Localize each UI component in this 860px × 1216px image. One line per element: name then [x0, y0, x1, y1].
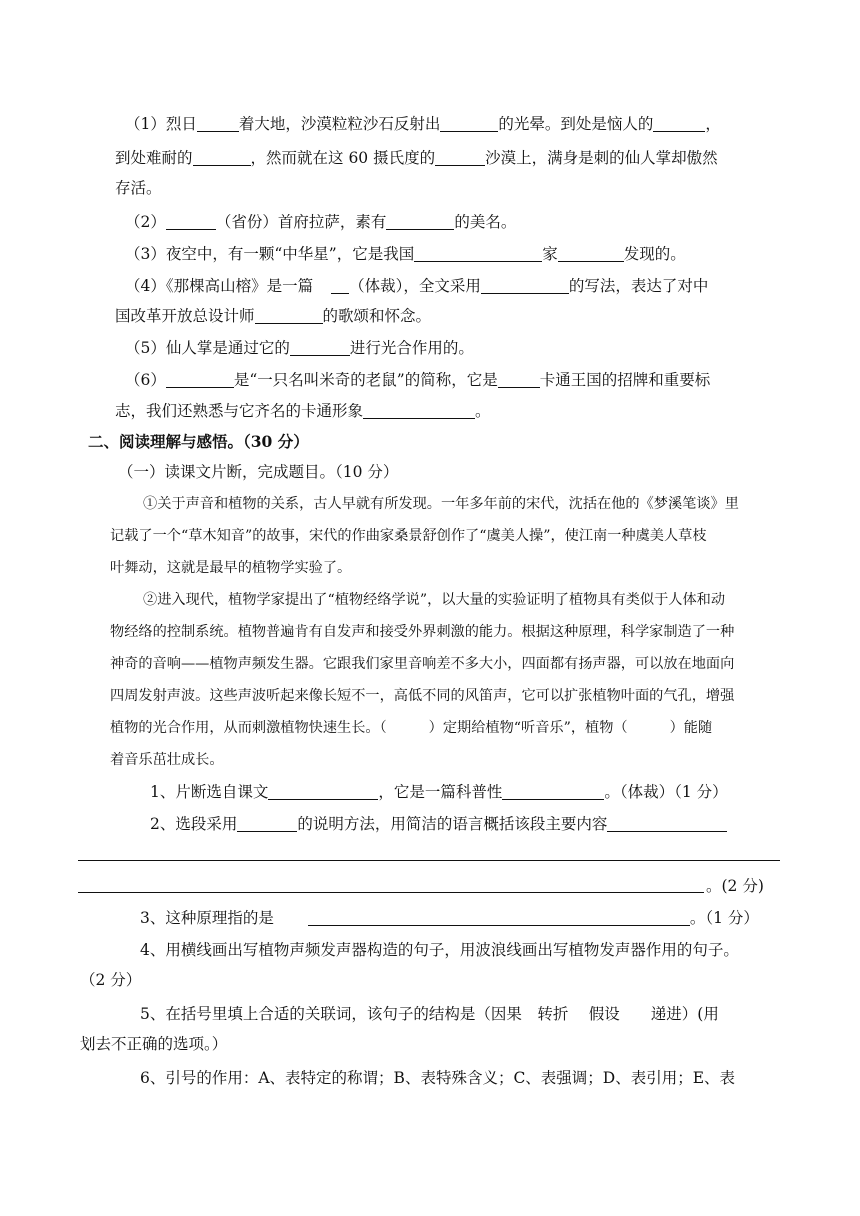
answer-line[interactable]	[78, 860, 780, 861]
answer-blank[interactable]	[237, 815, 297, 832]
answer-blank[interactable]	[193, 149, 251, 166]
reading-question-4: 4、用横线画出写植物声频发声器构造的句子，用波浪线画出写植物发声器作用的句子。	[140, 941, 739, 959]
fill-blank-question-1-line-2: 到处难耐的 ，然而就在这 60 摄氏度的 沙漠上，满身是刺的仙人掌却傲然	[115, 149, 718, 167]
fill-blank-question-4: （4）《那棵高山榕》是一篇 （体裁），全文采用 的写法，表达了对中	[125, 277, 709, 295]
answer-blank[interactable]	[268, 783, 378, 800]
passage-line: 神奇的音响——植物声频发生器。它跟我们家里音响差不多大小，四面都有扬声器，可以放在地面向	[110, 656, 735, 672]
fill-blank-question-3: （3）夜空中，有一颗“中华星”，它是我国 家 发现的。	[125, 245, 686, 263]
passage-line-with-brackets: 植物的光合作用，从而刺激植物快速生长。（ ）定期给植物“听音乐”，植物（ ）能随	[110, 720, 713, 736]
fill-blank-question-5: （5）仙人掌是通过它的 进行光合作用的。	[125, 339, 474, 357]
reading-question-5-line-2: 划去不正确的选项。）	[80, 1035, 228, 1053]
answer-blank[interactable]	[481, 277, 569, 294]
reading-question-2: 2、选段采用 的说明方法，用简洁的语言概括该段主要内容	[150, 814, 727, 834]
score-note: 。(2 分)	[706, 877, 764, 895]
fill-blank-question-1-line-3: 存活。	[115, 179, 162, 197]
passage-line: 叶舞动，这就是最早的植物学实验了。	[110, 560, 352, 576]
reading-question-4-score: （2 分）	[80, 971, 142, 989]
answer-blank[interactable]	[197, 115, 239, 132]
answer-blank[interactable]	[558, 245, 624, 262]
answer-blank[interactable]	[331, 277, 349, 294]
section-heading: 二、阅读理解与感悟。（30 分）	[88, 432, 309, 451]
fill-blank-question-4-line-2: 国改革开放总设计师 的歌颂和怀念。	[115, 307, 432, 325]
passage-line: ②进入现代，植物学家提出了“植物经络学说”，以大量的实验证明了植物具有类似于人体和动	[143, 592, 726, 608]
answer-blank[interactable]	[414, 245, 542, 262]
fill-blank-question-6: （6） 是“一只名叫米奇的老鼠”的简称，它是 卡通王国的招牌和重要标	[125, 371, 711, 389]
reading-question-1: 1、片断选自课文 ，它是一篇科普性 。（体裁）（1 分）	[150, 783, 728, 801]
answer-blank[interactable]	[435, 149, 485, 166]
fill-blank-question-6-line-2: 志，我们还熟悉与它齐名的卡通形象 。	[115, 402, 491, 420]
answer-blank[interactable]	[166, 213, 216, 230]
answer-blank[interactable]	[308, 909, 690, 926]
answer-blank[interactable]	[607, 815, 727, 832]
passage-line: 记载了一个“草木知音”的故事，宋代的作曲家桑景舒创作了“虞美人操”，使江南一种虞美人草枝	[110, 528, 707, 544]
answer-blank[interactable]	[440, 115, 498, 132]
answer-blank[interactable]	[502, 783, 604, 800]
passage-line: 着音乐茁壮成长。	[110, 752, 224, 768]
answer-blank[interactable]	[290, 339, 350, 356]
reading-question-3: 3、这种原理指的是 。（1 分）	[140, 909, 759, 927]
answer-line[interactable]	[78, 892, 704, 893]
answer-blank[interactable]	[166, 371, 234, 388]
answer-blank[interactable]	[255, 307, 323, 324]
answer-blank[interactable]	[363, 402, 475, 419]
passage-line: 四周发射声波。这些声波听起来像长短不一，高低不同的风笛声，它可以扩张植物叶面的气孔，增强	[110, 688, 735, 704]
subsection-heading: （一）读课文片断，完成题目。（10 分）	[118, 463, 399, 481]
reading-question-6: 6、引号的作用：A、表特定的称谓；B、表特殊含义；C、表强调；D、表引用；E、表	[140, 1069, 736, 1087]
answer-blank[interactable]	[653, 115, 705, 132]
answer-blank[interactable]	[498, 371, 540, 388]
fill-blank-question-1: （1）烈日 着大地，沙漠粒粒沙石反射出 的光晕。到处是恼人的 ，	[125, 115, 721, 133]
answer-blank[interactable]	[386, 213, 454, 230]
reading-question-5: 5、在括号里填上合适的关联词，该句子的结构是（因果 转折 假设 递进）(用	[140, 1005, 719, 1023]
passage-line: ①关于声音和植物的关系，古人早就有所发现。一年多年前的宋代，沈括在他的《梦溪笔谈》里	[143, 496, 739, 512]
passage-line: 物经络的控制系统。植物普遍肯有自发声和接受外界刺激的能力。根据这种原理，科学家制造了一种	[110, 624, 735, 640]
fill-blank-question-2: （2） （省份）首府拉萨，素有 的美名。	[125, 213, 517, 231]
